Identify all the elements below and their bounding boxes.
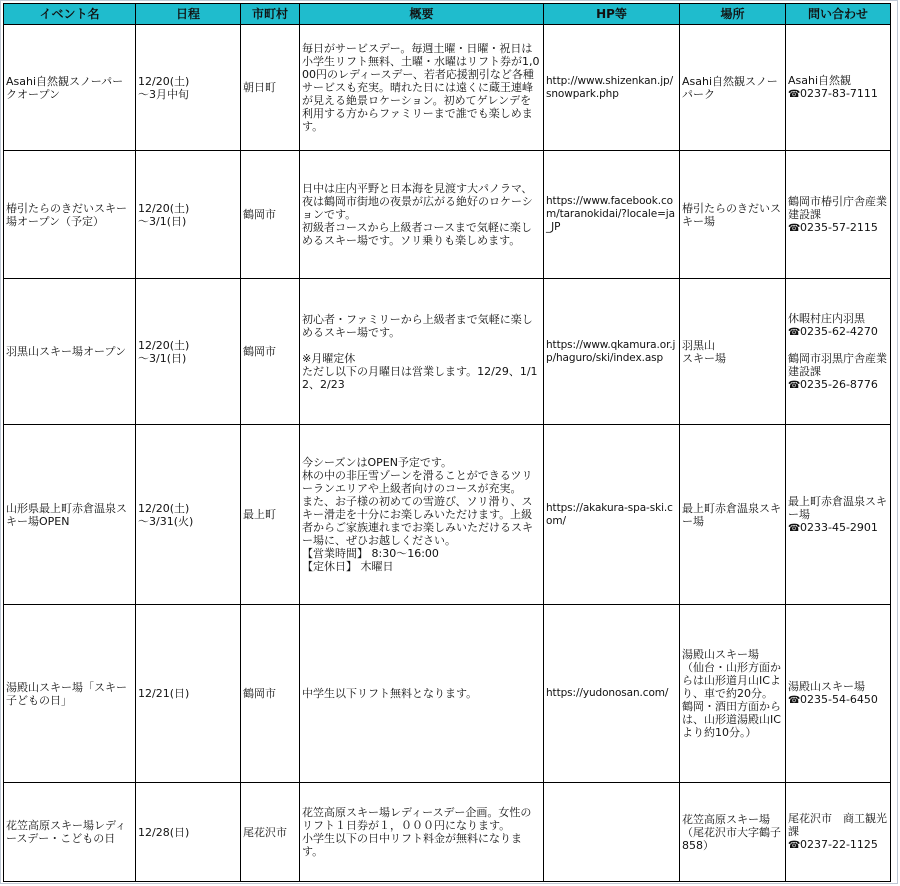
contact-phone-line xyxy=(788,838,888,852)
summary-cell: 毎日がサービスデー。毎週土曜・日曜・祝日は小学生リフト無料、土曜・水曜はリフト券が1,000円のレディースデー、若者応援割引など各種サービスも充実。晴れた日には遠くに蔵王連峰が見える絶景ロケーション。初めてゲレンデを利用する方からファミリーまで誰でも楽しめます。 xyxy=(300,25,544,151)
header-date: 日程 xyxy=(136,4,241,25)
summary-cell: 今シーズンはOPEN予定です。 林の中の非圧雪ゾーンを滑ることができるツリーランエリアや上級者向けのコースが充実。 また、お子様の初めての雪遊び、ソリ滑り、スキー滑走を十分にお楽しみいただけます。上級者からご家族連れまでお楽しみいただけるスキー場に、ぜひお越しください。 【営業時間】 8:30～16:00 【定休日】 木曜日 xyxy=(300,425,544,605)
telephone-icon: ☎ xyxy=(788,522,801,534)
contact-phone-line xyxy=(788,693,888,707)
city-cell: 鶴岡市 xyxy=(241,605,300,783)
header-summary: 概要 xyxy=(300,4,544,25)
contact-cell xyxy=(786,425,891,605)
city-cell: 鶴岡市 xyxy=(241,279,300,425)
city-cell: 朝日町 xyxy=(241,25,300,151)
hp-link-cell[interactable]: https://www.facebook.com/taranokidai/?locale=ja_JP xyxy=(544,151,680,279)
city-cell: 最上町 xyxy=(241,425,300,605)
hp-link-cell[interactable]: https://www.qkamura.or.jp/haguro/ski/index.asp xyxy=(544,279,680,425)
contact-phone-number: 0235-57-2115 xyxy=(800,220,878,234)
summary-cell: 花笠高原スキー場レディースデー企画。女性のリフト１日券が１，０００円になります。 小学生以下の日中リフト料金が無料になります。 xyxy=(300,783,544,882)
header-place: 場所 xyxy=(680,4,786,25)
telephone-icon: ☎ xyxy=(788,840,801,851)
event-name-cell: 花笠高原スキー場レディースデー・こどもの日 xyxy=(4,783,136,882)
contact-phone-line xyxy=(788,87,888,101)
summary-cell: 初心者・ファミリーから上級者まで気軽に楽しめるスキー場です。 ※月曜定休 ただし以下の月曜日は営業します。12/29、1/12、2/23 xyxy=(300,279,544,425)
date-cell: 12/20(土) ～3/1(日) xyxy=(136,279,241,425)
place-cell: Asahi自然観スノーパーク xyxy=(680,25,786,151)
contact-entry xyxy=(788,812,888,852)
date-cell: 12/28(日) xyxy=(136,783,241,882)
hp-link-cell[interactable]: https://akakura-spa-ski.com/ xyxy=(544,425,680,605)
table-row xyxy=(4,783,891,882)
header-city: 市町村 xyxy=(241,4,300,25)
contact-cell xyxy=(786,151,891,279)
hp-link-cell[interactable]: http://www.shizenkan.jp/snowpark.php xyxy=(544,25,680,151)
place-cell: 椿引たらのきだいスキー場 xyxy=(680,151,786,279)
contact-phone-number: 0237-83-7111 xyxy=(800,87,878,100)
contact-phone-line xyxy=(788,325,888,339)
contact-org: 最上町赤倉温泉スキー場 xyxy=(788,494,887,521)
telephone-icon: ☎ xyxy=(788,326,801,338)
contact-entry xyxy=(788,680,888,707)
city-cell: 鶴岡市 xyxy=(241,151,300,279)
telephone-icon: ☎ xyxy=(788,89,801,100)
table-row xyxy=(4,151,891,279)
date-cell: 12/20(土) ～3月中旬 xyxy=(136,25,241,151)
hp-link-cell[interactable]: https://yudonosan.com/ xyxy=(544,605,680,783)
contact-phone-number: 0235-62-4270 xyxy=(800,324,878,338)
header-contact: 問い合わせ xyxy=(786,4,891,25)
hp-link-cell[interactable] xyxy=(544,783,680,882)
event-name-cell: 湯殿山スキー場「スキー子どもの日」 xyxy=(4,605,136,783)
contact-entry xyxy=(788,312,888,339)
header-hp: HP等 xyxy=(544,4,680,25)
event-name-cell: 山形県最上町赤倉温泉スキー場OPEN xyxy=(4,425,136,605)
contact-org: 尾花沢市 商工観光課 xyxy=(788,812,887,838)
place-cell: 最上町赤倉温泉スキー場 xyxy=(680,425,786,605)
city-cell: 尾花沢市 xyxy=(241,783,300,882)
date-cell: 12/21(日) xyxy=(136,605,241,783)
place-cell: 羽黒山 スキー場 xyxy=(680,279,786,425)
header-event-name: イベント名 xyxy=(4,4,136,25)
event-name-cell: 椿引たらのきだいスキー場オープン（予定） xyxy=(4,151,136,279)
contact-org: 休暇村庄内羽黒 xyxy=(788,311,865,325)
telephone-icon: ☎ xyxy=(788,379,801,391)
table-row xyxy=(4,25,891,151)
contact-entry xyxy=(788,195,888,235)
contact-phone-line xyxy=(788,521,888,535)
contact-phone-number: 0235-54-6450 xyxy=(800,693,878,706)
contact-phone-line xyxy=(788,378,888,392)
header-row xyxy=(4,4,891,25)
event-table xyxy=(3,3,891,882)
summary-cell: 日中は庄内平野と日本海を見渡す大パノラマ、夜は鶴岡市街地の夜景が広がる絶好のロケーションです。 初級者コースから上級者コースまで気軽に楽しめるスキー場です。ソリ乗りも楽しめます。 xyxy=(300,151,544,279)
summary-cell: 中学生以下リフト無料となります。 xyxy=(300,605,544,783)
contact-phone-number: 0235-26-8776 xyxy=(800,377,878,391)
telephone-icon: ☎ xyxy=(788,695,801,706)
telephone-icon: ☎ xyxy=(788,222,801,234)
contact-cell xyxy=(786,605,891,783)
place-cell: 花笠高原スキー場 （尾花沢市大字鶴子858） xyxy=(680,783,786,882)
contact-entry xyxy=(788,495,888,535)
table-row xyxy=(4,605,891,783)
contact-entry xyxy=(788,74,888,101)
contact-phone-number: 0233-45-2901 xyxy=(800,520,878,534)
contact-cell xyxy=(786,783,891,882)
contact-org: Asahi自然観 xyxy=(788,74,852,87)
contact-entry xyxy=(788,352,888,392)
contact-phone-number: 0237-22-1125 xyxy=(800,838,878,851)
contact-org: 鶴岡市羽黒庁舎産業建設課 xyxy=(788,351,887,378)
contact-cell xyxy=(786,279,891,425)
date-cell: 12/20(土) ～3/31(火) xyxy=(136,425,241,605)
contact-org: 湯殿山スキー場 xyxy=(788,680,865,693)
contact-org: 鶴岡市椿引庁舎産業建設課 xyxy=(788,194,887,221)
table-row xyxy=(4,279,891,425)
event-name-cell: Asahi自然観スノーパークオープン xyxy=(4,25,136,151)
contact-phone-line xyxy=(788,221,888,235)
date-cell: 12/20(土) ～3/1(日) xyxy=(136,151,241,279)
event-name-cell: 羽黒山スキー場オープン xyxy=(4,279,136,425)
contact-cell xyxy=(786,25,891,151)
table-row xyxy=(4,425,891,605)
place-cell: 湯殿山スキー場 （仙台・山形方面からは山形道月山ICより、車で約20分。鶴岡・酒田方面からは、山形道湯殿山ICより約10分。） xyxy=(680,605,786,783)
